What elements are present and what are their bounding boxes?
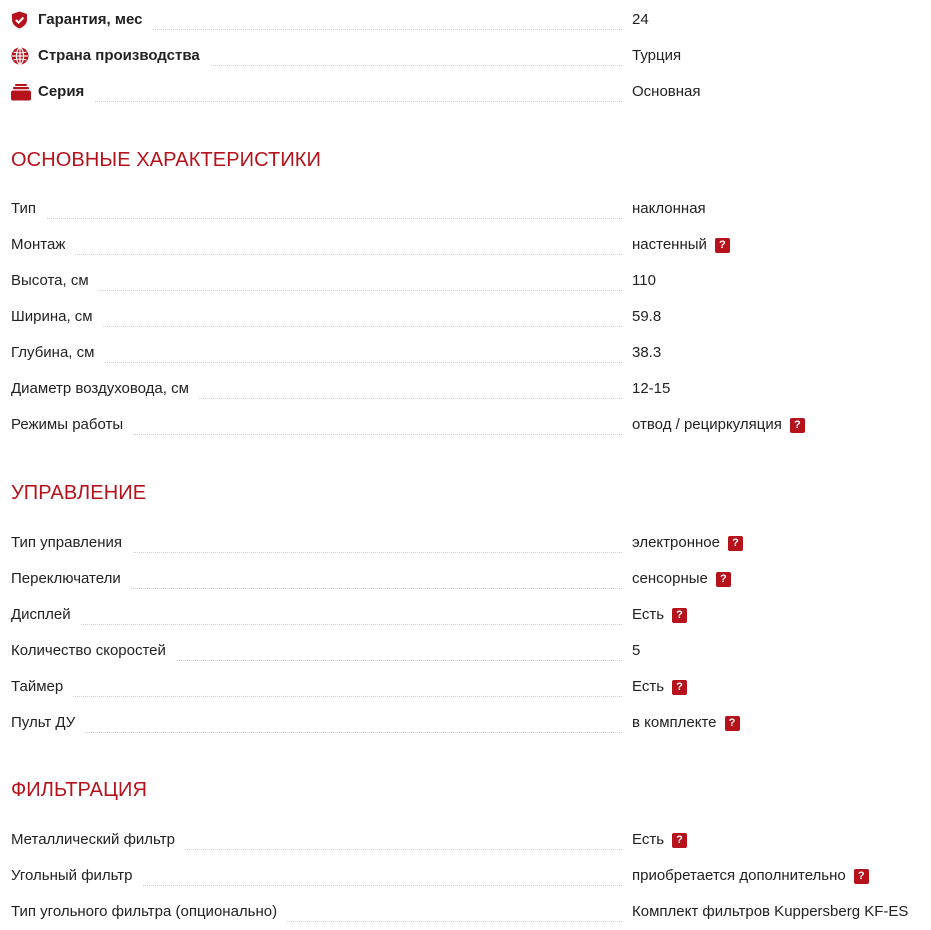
spec-value: 59.8: [632, 308, 662, 325]
help-icon[interactable]: ?: [728, 536, 743, 551]
help-icon[interactable]: ?: [672, 833, 687, 848]
spec-value: 24: [632, 11, 649, 28]
help-icon[interactable]: ?: [672, 608, 687, 623]
spec-label: Тип: [11, 198, 46, 220]
spec-row: [11, 234, 931, 256]
spec-row: [11, 270, 931, 292]
spec-value: Комплект фильтров Kuppersberg KF-ES: [632, 903, 909, 920]
spec-row: [11, 865, 931, 887]
spec-value: электронное: [632, 534, 720, 551]
spec-label: Металлический фильтр: [11, 829, 185, 851]
spec-label: Режимы работы: [11, 414, 133, 436]
spec-value: наклонная: [632, 200, 706, 217]
spec-row: [11, 676, 931, 698]
spec-value: 38.3: [632, 344, 662, 361]
spec-value: Есть: [632, 678, 665, 695]
spec-row: [11, 306, 931, 328]
globe-icon: [11, 45, 38, 67]
spec-value: приобретается дополнительно: [632, 867, 846, 884]
spec-value: в комплекте: [632, 714, 717, 731]
spec-row: [11, 568, 931, 590]
help-icon[interactable]: ?: [715, 238, 730, 253]
spec-label: Монтаж: [11, 234, 75, 256]
spec-value: Есть: [632, 831, 665, 848]
spec-label: Дисплей: [11, 604, 81, 626]
spec-row: [11, 829, 931, 851]
spec-row: [11, 712, 931, 734]
spec-value: настенный: [632, 236, 707, 253]
spec-label: Диаметр воздуховода, см: [11, 378, 199, 400]
spec-row: [11, 342, 931, 364]
help-icon[interactable]: ?: [854, 869, 869, 884]
section-title-filtration: ФИЛЬТРАЦИЯ: [11, 779, 147, 801]
spec-label: Гарантия, мес: [38, 9, 152, 31]
spec-label: Тип управления: [11, 532, 132, 554]
spec-label: Серия: [38, 81, 94, 103]
spec-row: [11, 198, 931, 220]
spec-label: Таймер: [11, 676, 73, 698]
spec-row-warranty: [11, 9, 931, 31]
section-title-control: УПРАВЛЕНИЕ: [11, 482, 147, 504]
spec-value: 110: [632, 272, 656, 289]
spec-value: Турция: [632, 47, 682, 64]
spec-value: отвод / рециркуляция: [632, 416, 782, 433]
stack-icon: [11, 81, 38, 103]
spec-label: Тип угольного фильтра (опционально): [11, 901, 287, 923]
shield-check-icon: [11, 9, 38, 31]
spec-label: Угольный фильтр: [11, 865, 143, 887]
spec-value: Основная: [632, 83, 701, 100]
help-icon[interactable]: ?: [725, 716, 740, 731]
section-title-main: ОСНОВНЫЕ ХАРАКТЕРИСТИКИ: [11, 149, 322, 171]
spec-label: Переключатели: [11, 568, 131, 590]
help-icon[interactable]: ?: [790, 418, 805, 433]
spec-row: [11, 901, 931, 923]
spec-label: Высота, см: [11, 270, 99, 292]
spec-row: [11, 640, 931, 662]
spec-value: Есть: [632, 606, 665, 623]
spec-label: Глубина, см: [11, 342, 104, 364]
spec-value: 5: [632, 642, 641, 659]
help-icon[interactable]: ?: [716, 572, 731, 587]
spec-label: Количество скоростей: [11, 640, 176, 662]
spec-value: сенсорные: [632, 570, 708, 587]
help-icon[interactable]: ?: [672, 680, 687, 695]
spec-row-series: [11, 81, 931, 103]
spec-label: Ширина, см: [11, 306, 103, 328]
spec-row-country: [11, 45, 931, 67]
spec-label: Страна производства: [38, 45, 210, 67]
spec-label: Пульт ДУ: [11, 712, 85, 734]
spec-row: [11, 604, 931, 626]
spec-row: [11, 532, 931, 554]
spec-row: [11, 414, 931, 436]
spec-row: [11, 378, 931, 400]
spec-value: 12-15: [632, 380, 671, 397]
